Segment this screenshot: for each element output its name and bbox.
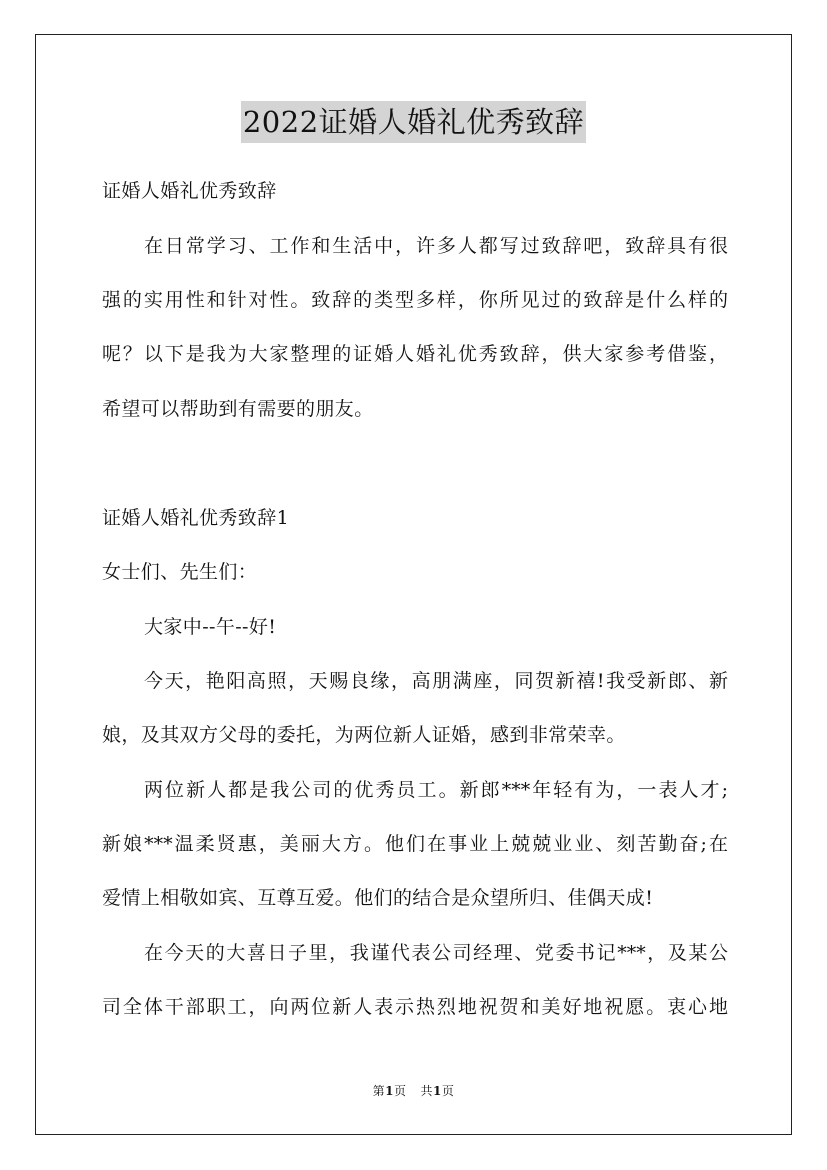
paragraph-line: 爱情上相敬如宾、互尊互爱。他们的结合是众望所归、佳偶天成! <box>102 887 654 909</box>
paragraph-line: 新娘***温柔贤惠，美丽大方。他们在事业上兢兢业业、刻苦勤奋;在 <box>102 833 728 855</box>
paragraph-line: 娘，及其双方父母的委托，为两位新人证婚，感到非常荣幸。 <box>102 724 626 746</box>
document-body <box>102 173 728 1025</box>
paragraph-line: 司全体干部职工，向两位新人表示热烈地祝贺和美好地祝愿。衷心地 <box>102 996 728 1018</box>
greeting-line: 大家中--午--好! <box>144 616 277 638</box>
total-pages: 1 <box>433 1084 442 1098</box>
paragraph-line: 强的实用性和针对性。致辞的类型多样，你所见过的致辞是什么样的 <box>102 289 728 311</box>
document-title: 2022证婚人婚礼优秀致辞 <box>241 101 586 143</box>
total-prefix: 共 <box>420 1084 434 1098</box>
paragraph-line: 今天，艳阳高照，天赐良缘，高朋满座，同贺新禧!我受新郎、新 <box>144 670 728 692</box>
subtitle: 证婚人婚礼优秀致辞 <box>102 180 277 202</box>
page-suffix: 页 <box>393 1084 407 1098</box>
paragraph-line: 希望可以帮助到有需要的朋友。 <box>102 398 374 420</box>
paragraph-line: 两位新人都是我公司的优秀员工。新郎***年轻有为，一表人才; <box>144 779 728 801</box>
page-number: 1 <box>385 1084 394 1098</box>
page-footer <box>0 1082 827 1100</box>
salutation: 女士们、先生们： <box>102 561 258 583</box>
paragraph-line: 在日常学习、工作和生活中，许多人都写过致辞吧，致辞具有很 <box>144 235 728 257</box>
total-suffix: 页 <box>441 1084 455 1098</box>
section-heading: 证婚人婚礼优秀致辞1 <box>102 507 290 529</box>
paragraph-line: 呢？以下是我为大家整理的证婚人婚礼优秀致辞，供大家参考借鉴， <box>102 343 728 365</box>
title-wrap <box>0 101 827 143</box>
page-prefix: 第 <box>372 1084 386 1098</box>
paragraph-line: 在今天的大喜日子里，我谨代表公司经理、党委书记***，及某公 <box>144 942 728 964</box>
